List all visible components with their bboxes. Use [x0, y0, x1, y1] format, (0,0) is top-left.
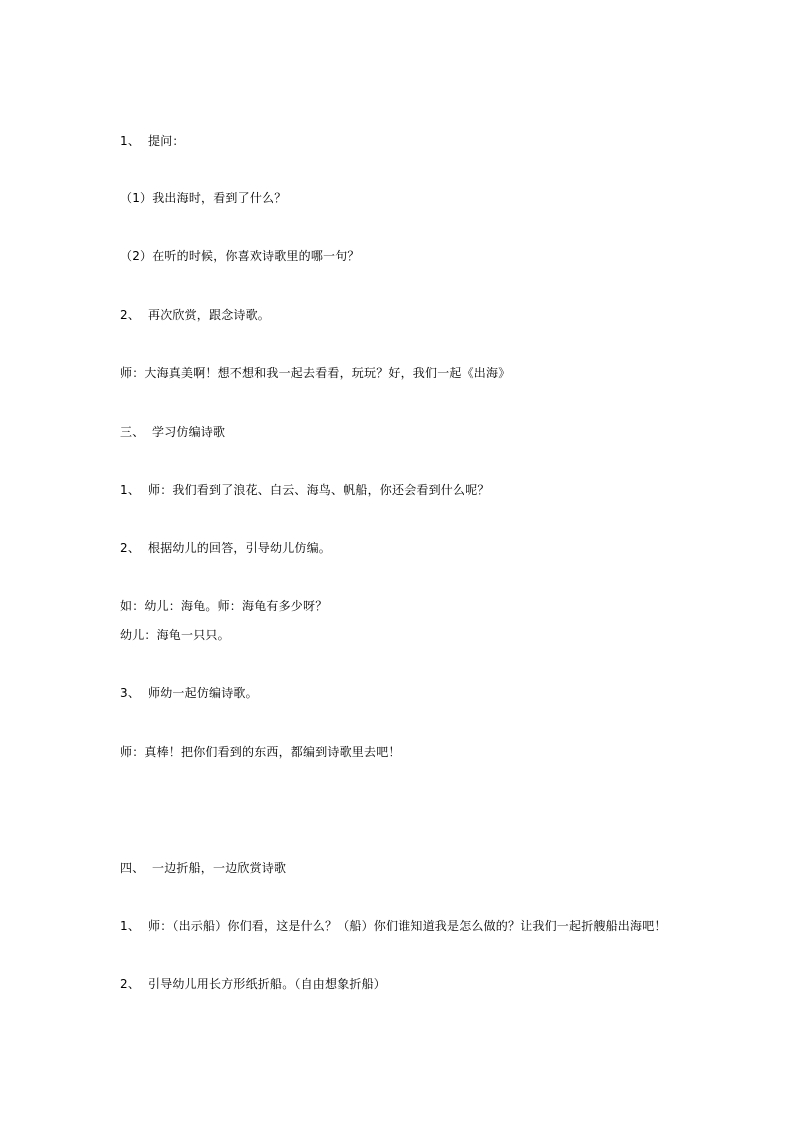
- numbered-paragraph: [120, 540, 331, 556]
- paragraph: [120, 365, 510, 381]
- paragraph-text: 师：大海真美啊！想不想和我一起去看看，玩玩？好，我们一起《出海》: [120, 366, 511, 380]
- numbered-paragraph: [120, 482, 490, 498]
- numbered-paragraph: [120, 976, 386, 992]
- paragraph-text: 再次欣赏，跟念诗歌。: [148, 308, 271, 322]
- paragraph-text: 提问：: [148, 134, 185, 148]
- item-number: 1、: [120, 919, 141, 933]
- item-number: 3、: [120, 686, 141, 700]
- paragraph-text: 如：幼儿：海龟。师：海龟有多少呀？: [120, 599, 328, 613]
- item-number: 1、: [120, 483, 141, 497]
- item-number: 2、: [120, 541, 141, 555]
- paragraph-text: （1）我出海时，看到了什么？: [120, 191, 287, 205]
- paragraph: [120, 744, 401, 760]
- paragraph: [120, 248, 360, 264]
- section-heading: [120, 860, 286, 876]
- paragraph-text: 引导幼儿用长方形纸折船。（自由想象折船）: [148, 977, 387, 991]
- item-number: 2、: [120, 977, 141, 991]
- item-number: 2、: [120, 308, 141, 322]
- paragraph-text: 根据幼儿的回答，引导幼儿仿编。: [148, 541, 332, 555]
- numbered-paragraph: [120, 133, 185, 149]
- paragraph-text: 幼儿：海龟一只只。: [120, 628, 230, 642]
- paragraph: [120, 190, 286, 206]
- section-number: 三、: [120, 425, 145, 439]
- section-title: 学习仿编诗歌: [152, 425, 226, 439]
- paragraph: [120, 598, 327, 614]
- section-title: 一边折船，一边欣赏诗歌: [152, 861, 287, 875]
- paragraph-text: 师幼一起仿编诗歌。: [148, 686, 258, 700]
- paragraph: [120, 627, 230, 643]
- paragraph-text: 师：（出示船）你们看，这是什么？（船）你们谁知道我是怎么做的？让我们一起折艘船出海吧！: [148, 919, 667, 933]
- numbered-paragraph: [120, 918, 667, 934]
- numbered-paragraph: [120, 307, 270, 323]
- section-heading: [120, 424, 225, 440]
- numbered-paragraph: [120, 685, 258, 701]
- paragraph-text: （2）在听的时候，你喜欢诗歌里的哪一句？: [120, 249, 360, 263]
- item-number: 1、: [120, 134, 141, 148]
- section-number: 四、: [120, 861, 145, 875]
- paragraph-text: 师：真棒！把你们看到的东西，都编到诗歌里去吧！: [120, 745, 401, 759]
- paragraph-text: 师：我们看到了浪花、白云、海鸟、帆船，你还会看到什么呢？: [148, 483, 490, 497]
